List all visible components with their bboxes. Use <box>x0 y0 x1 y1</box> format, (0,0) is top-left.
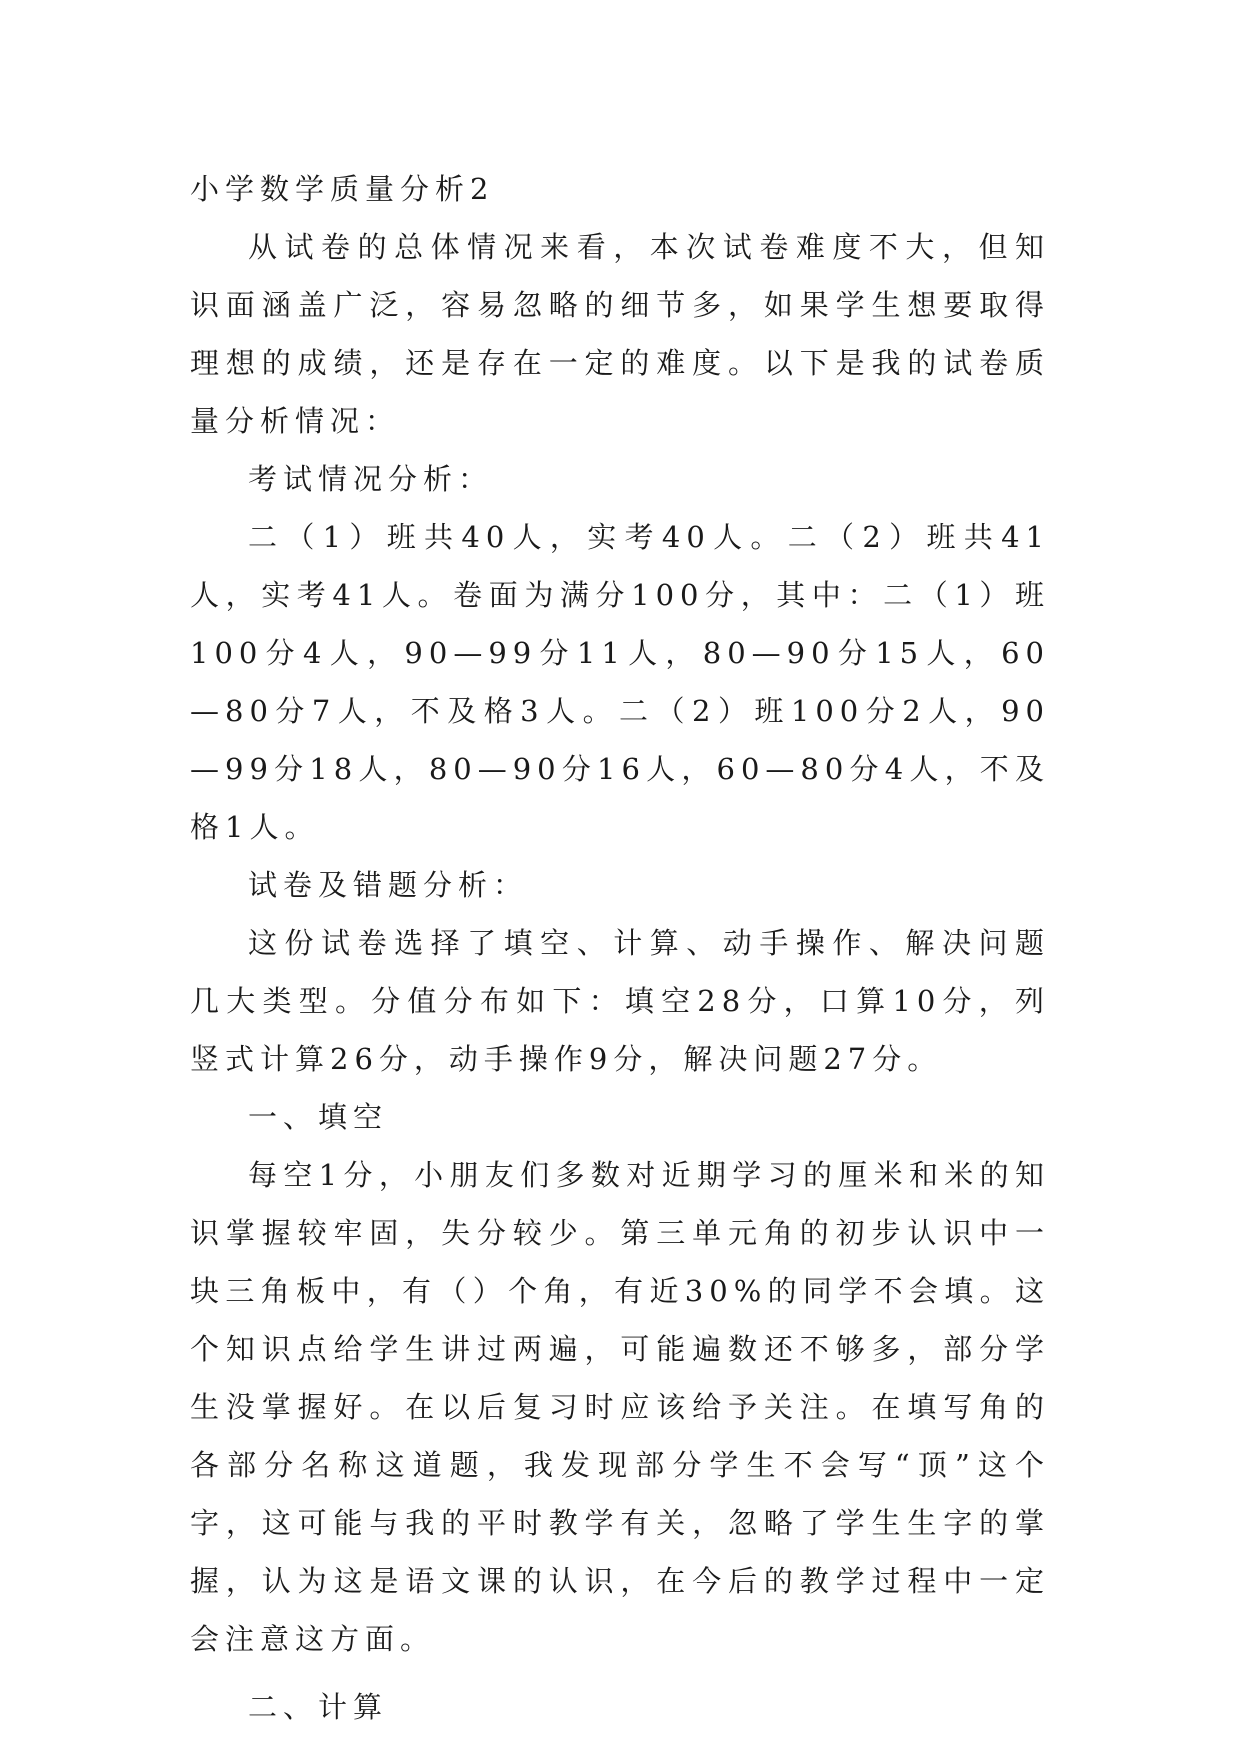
intro-paragraph: 从试卷的总体情况来看，本次试卷难度不大，但知识面涵盖广泛，容易忽略的细节多，如果学生想要取得理想的成绩，还是存在一定的难度。以下是我的试卷质量分析情况： <box>190 230 1050 438</box>
section-heading-paper-analysis: 试卷及错题分析： <box>248 868 529 902</box>
section-heading-calculation: 二、计算 <box>248 1690 389 1724</box>
document-body <box>190 160 1050 1736</box>
section-heading-fill-blank: 一、填空 <box>248 1100 389 1134</box>
exam-statistics-paragraph: 二（1）班共40人，实考40人。二（2）班共41人，实考41人。卷面为满分100分，其中：二（1）班100分4人，90—99分11人，80—90分15人，60—80分7人，不及格3人。二（2）班100分2人，90—99分18人，80—90分16人，60—80分4人，不及格1人。 <box>190 520 1050 844</box>
document-title: 小学数学质量分析2 <box>190 172 495 206</box>
paper-types-paragraph: 这份试卷选择了填空、计算、动手操作、解决问题几大类型。分值分布如下：填空28分，口算10分，列竖式计算26分，动手操作9分，解决问题27分。 <box>190 926 1050 1076</box>
section-heading-exam-situation: 考试情况分析： <box>248 462 494 496</box>
fill-blank-paragraph: 每空1分，小朋友们多数对近期学习的厘米和米的知识掌握较牢固，失分较少。第三单元角的初步认识中一块三角板中，有（）个角，有近30%的同学不会填。这个知识点给学生讲过两遍，可能遍数还不够多，部分学生没掌握好。在以后复习时应该给予关注。在填写角的各部分名称这道题，我发现部分学生不会写“顶”这个字，这可能与我的平时教学有关，忽略了学生生字的掌握，认为这是语文课的认识，在今后的教学过程中一定会注意这方面。 <box>190 1158 1050 1656</box>
